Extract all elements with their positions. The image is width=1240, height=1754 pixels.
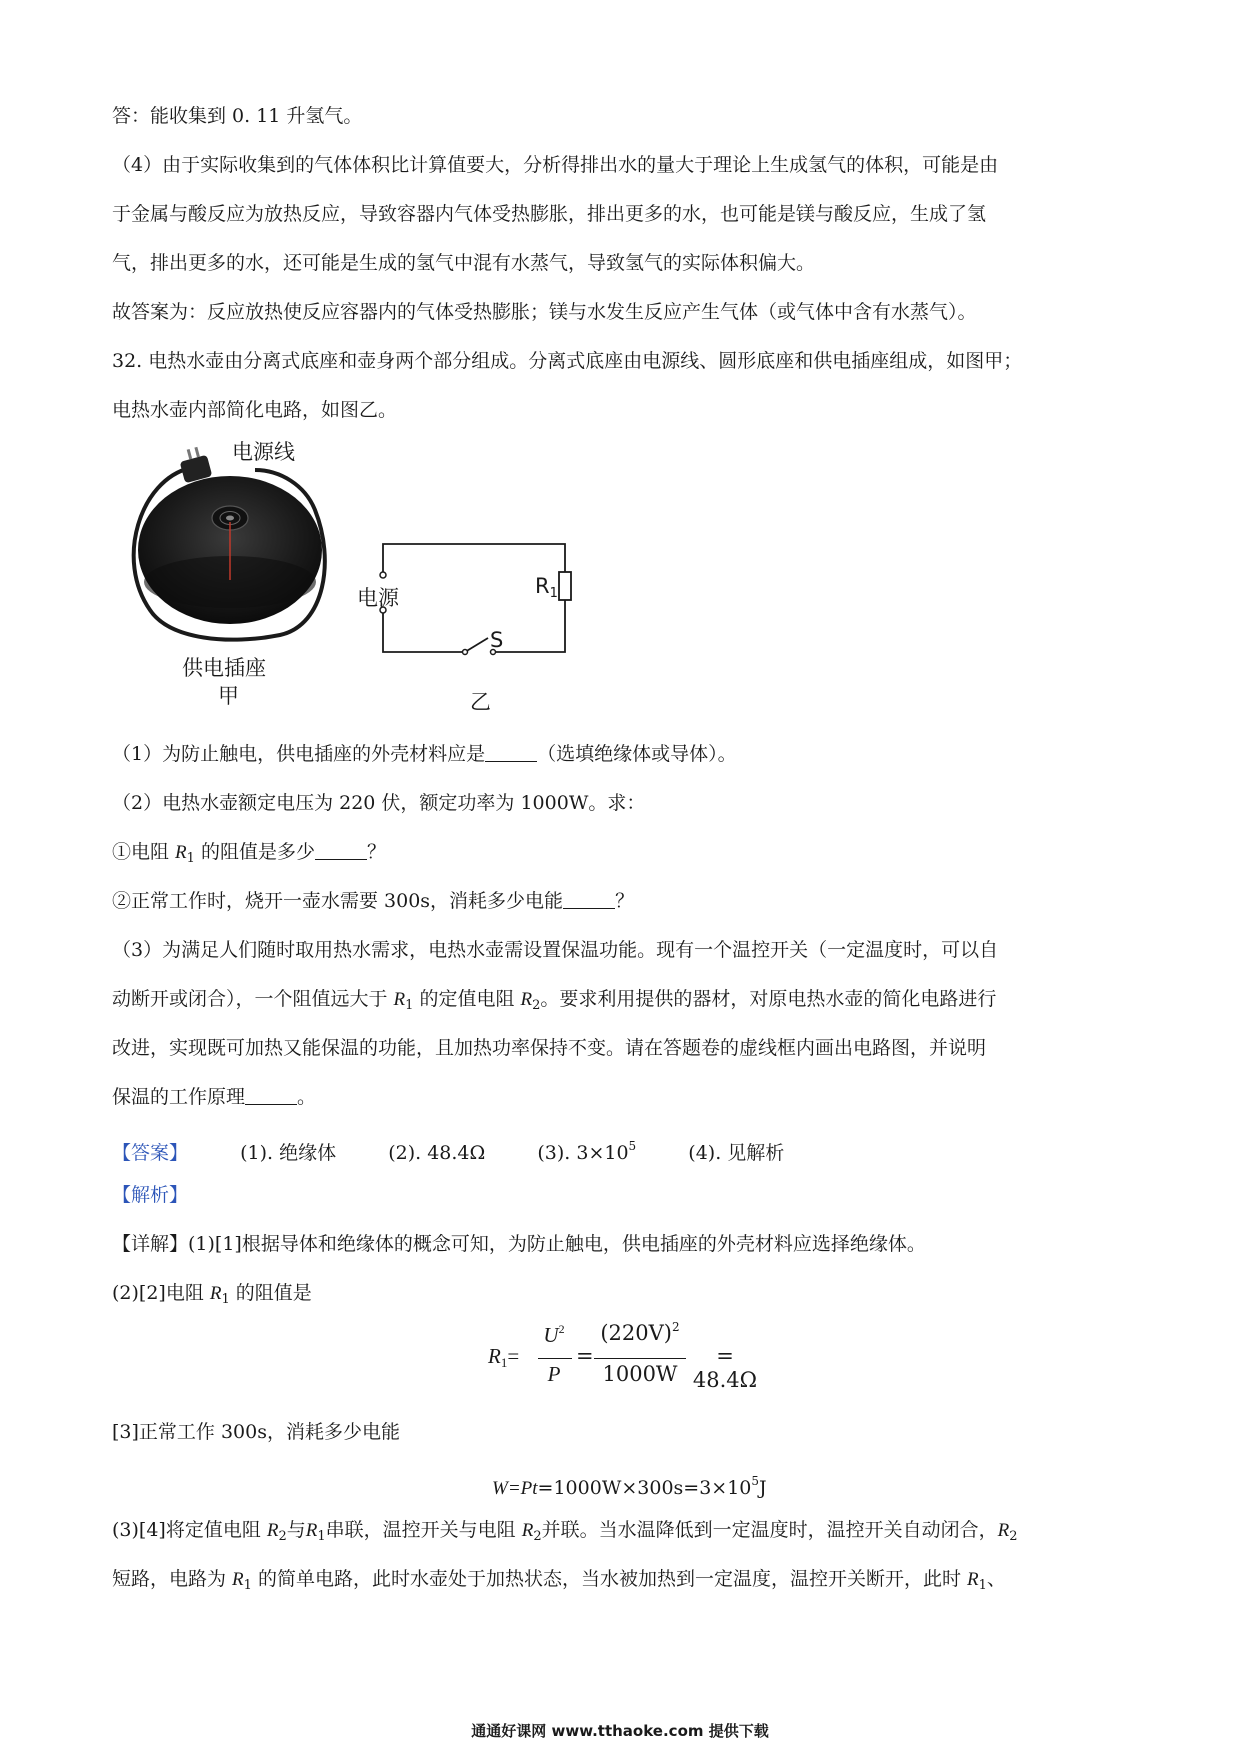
eq1-equals: = (576, 1344, 594, 1368)
question-1: （1）为防止触电，供电插座的外壳材料应是 （选填绝缘体或导体）。 (112, 743, 737, 765)
label-r1: $R_1$ (535, 574, 558, 601)
text-line-4: 气，排出更多的水，还可能是生成的氢气中混有水蒸气，导致氢气的实际体积偏大。 (112, 252, 816, 274)
answer-blank-2b (563, 890, 615, 909)
answer-blank-1 (485, 743, 537, 762)
eq1-numerator-2: $(220V)^2$ (600, 1320, 680, 1345)
answer-4: (4). 见解析 (688, 1142, 785, 1164)
label-power-cord: 电源线 (232, 440, 295, 464)
figure-kettle-base (120, 440, 350, 720)
question-2: （2）电热水壶额定电压为 220 伏，额定功率为 1000W。求： (112, 792, 646, 814)
question-3-line-4: 保温的工作原理 。 (112, 1086, 317, 1108)
figure-circuit (357, 530, 590, 720)
answer-blank-3 (245, 1086, 297, 1105)
eq1-denominator: P (547, 1362, 561, 1386)
question-2b: ②正常工作时，烧开一壶水需要 300s，消耗多少电能 ？ (112, 890, 635, 912)
analysis-detail-1: 【详解】(1)[1]根据导体和绝缘体的概念可知，为防止触电，供电插座的外壳材料应选择绝缘体。 (112, 1233, 926, 1255)
text-line-1: 答：能收集到 0. 11 升氢气。 (112, 105, 363, 127)
answer-3: (3). $3\times 10^5$ (537, 1139, 637, 1164)
text-line-5: 故答案为：反应放热使反应容器内的气体受热膨胀；镁与水发生反应产生气体（或气体中含有水蒸气）。 (112, 301, 977, 323)
analysis-detail-4-line-2: 短路，电路为 $R_1$ 的简单电路，此时水壶处于加热状态，当水被加热到一定温度，温控开关断开，此时 $R_1$、 (112, 1568, 1006, 1593)
analysis-detail-4-line-1: (3)[4]将定值电阻 $R_2$与$R_1$串联，温控开关与电阻 $R_2$并联。当水温降低到一定温度时，温控开关自动闭合，$R_2$ (112, 1519, 1018, 1544)
label-switch-s: S (490, 628, 504, 652)
question-2a: ①电阻 $R_1$ 的阻值是多少 ？ (112, 841, 386, 866)
page-footer: 通通好课网 www.tthaoke.com 提供下载 (471, 1722, 769, 1740)
text-line-2: （4）由于实际收集到的气体体积比计算值要大，分析得排出水的量大于理论上生成氢气的体积，可能是由 (112, 154, 999, 176)
label-power-source: 电源 (357, 586, 399, 610)
eq1-result: = 48.4Ω (692, 1344, 758, 1392)
equation-resistance (488, 1322, 758, 1394)
question-3-line-3: 改进，实现既可加热又能保温的功能，且加热功率保持不变。请在答题卷的虚线框内画出电路图，并说明 (112, 1037, 987, 1059)
analysis-detail-3: [3]正常工作 300s，消耗多少电能 (112, 1421, 400, 1443)
question-3-line-1: （3）为满足人们随时取用热水需求，电热水壶需设置保温功能。现有一个温控开关（一定温度时，可以自 (112, 939, 999, 961)
question-3-line-2: 动断开或闭合），一个阻值远大于 $R_1$ 的定值电阻 $R_2$。要求利用提供的器材，对原电热水壶的简化电路进行 (112, 988, 997, 1013)
equation-energy: $W=Pt=1000W\times 300s=3\times 10^5J$ (492, 1474, 767, 1499)
question-32-stem-1: 32. 电热水壶由分离式底座和壶身两个部分组成。分离式底座由电源线、圆形底座和供电插座组成，如图甲； (112, 350, 1023, 372)
eq1-denominator-2: 1000W (602, 1362, 678, 1386)
question-32-stem-2: 电热水壶内部简化电路，如图乙。 (112, 399, 398, 421)
answer-2: (2). 48.4Ω (388, 1142, 486, 1164)
analysis-tag: 【解析】 (112, 1184, 189, 1206)
label-socket: 供电插座 (182, 656, 266, 680)
answer-line (112, 1134, 784, 1165)
answer-1: (1). 绝缘体 (240, 1142, 337, 1164)
analysis-detail-2: (2)[2]电阻 $R_1$ 的阻值是 (112, 1282, 312, 1307)
eq1-numerator: $U^2$ (543, 1322, 565, 1347)
eq1-lhs: $R_1=$ (488, 1344, 520, 1370)
detail-tag: 【详解】 (112, 1233, 189, 1255)
label-figure-yi: 乙 (470, 690, 491, 714)
answer-tag: 【答案】 (112, 1142, 189, 1164)
text-line-3: 于金属与酸反应为放热反应，导致容器内气体受热膨胀，排出更多的水，也可能是镁与酸反应，生成了氢 (112, 203, 987, 225)
label-figure-jia: 甲 (218, 684, 239, 708)
answer-blank-2a (315, 841, 367, 860)
